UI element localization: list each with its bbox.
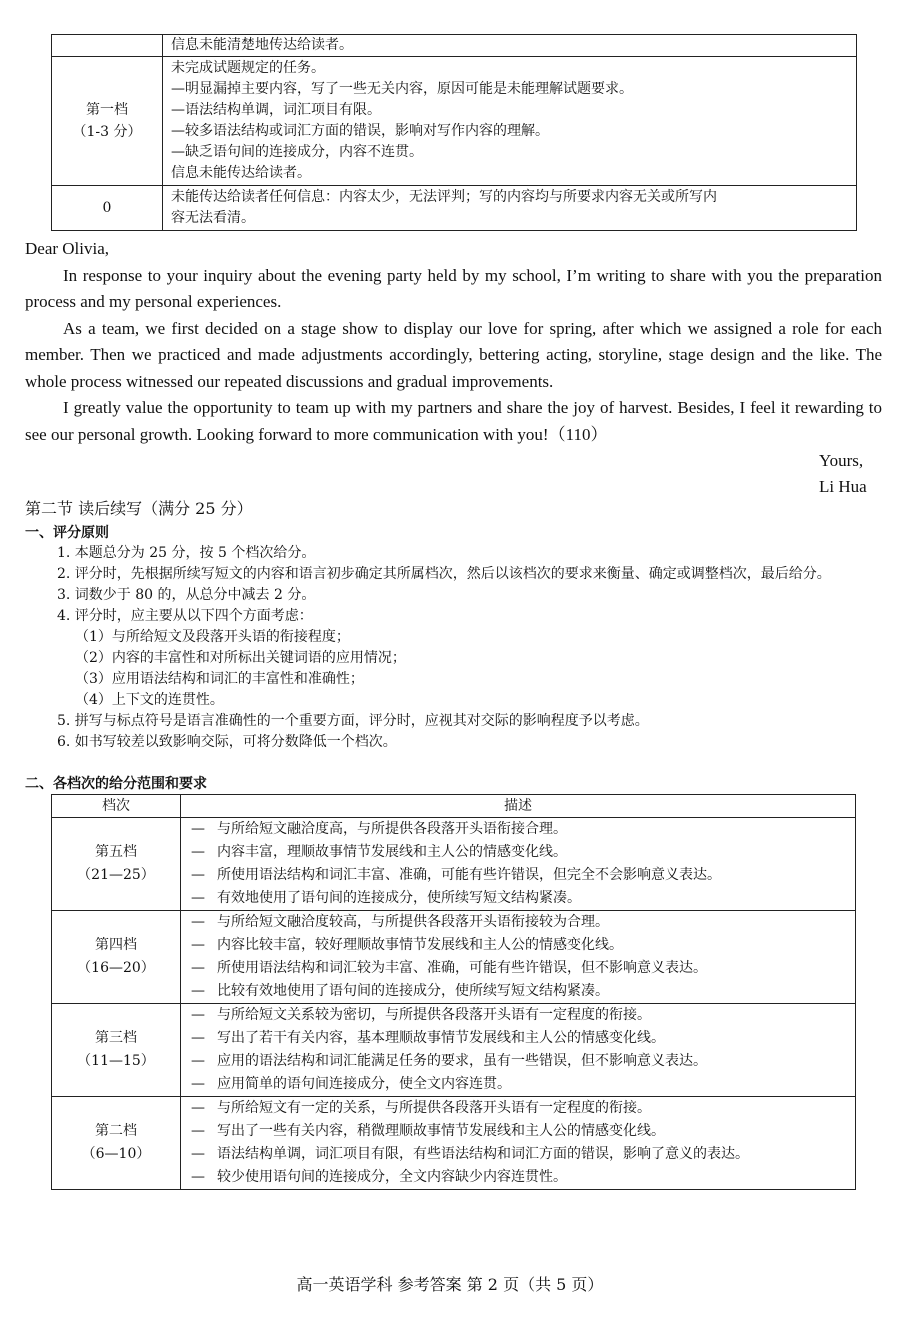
dash-mark: — bbox=[191, 1030, 205, 1046]
grade-range: （16—20） bbox=[77, 960, 155, 976]
description-line bbox=[191, 1073, 845, 1096]
grade-name: 第二档 bbox=[95, 1123, 137, 1139]
description-cell bbox=[181, 818, 856, 911]
letter-salutation: Dear Olivia, bbox=[25, 239, 110, 258]
sample-letter bbox=[25, 236, 882, 448]
dash-mark: — bbox=[191, 1053, 205, 1069]
table-row bbox=[52, 911, 856, 1004]
sub-rule-item: （3）应用语法结构和词汇的丰富性和准确性； bbox=[75, 671, 364, 687]
letter-paragraph: I greatly value the opportunity to team up with my partners and share the joy of harvest. Besides, I feel it rewarding to see our personal growth. Looking forward to more communication with you!（110） bbox=[25, 398, 882, 444]
description-line bbox=[191, 1166, 845, 1189]
description-line bbox=[191, 1004, 845, 1027]
description-line: —缺乏语句间的连接成分，内容不连贯。 bbox=[171, 144, 423, 160]
grade-name: 第三档 bbox=[95, 1030, 137, 1046]
grade-cell bbox=[52, 1004, 181, 1097]
line-text: 与所给短文融洽度较高，与所提供各段落开头语衔接较为合理。 bbox=[217, 914, 609, 930]
sub-rule-item: （1）与所给短文及段落开头语的衔接程度； bbox=[75, 629, 350, 645]
grade-cell bbox=[52, 35, 163, 57]
description-line: 信息未能清楚地传达给读者。 bbox=[171, 37, 353, 53]
grade-cell bbox=[52, 911, 181, 1004]
grade-name: 0 bbox=[102, 200, 112, 216]
line-text: 写出了一些有关内容，稍微理顺故事情节发展线和主人公的情感变化线。 bbox=[217, 1123, 665, 1139]
description-line bbox=[191, 887, 845, 910]
rubric-table-continuation bbox=[51, 794, 856, 1190]
sub-rule-item: （4）上下文的连贯性。 bbox=[75, 692, 224, 708]
table-row bbox=[52, 35, 857, 57]
rule-item: 6. 如书写较差以致影响交际，可将分数降低一个档次。 bbox=[57, 734, 397, 750]
sub-rule-item: （2）内容的丰富性和对所标出关键词语的应用情况； bbox=[75, 650, 406, 666]
dash-mark: — bbox=[191, 1007, 205, 1023]
description-line: —明显漏掉主要内容，写了一些无关内容，原因可能是未能理解试题要求。 bbox=[171, 81, 633, 97]
table-row bbox=[52, 57, 857, 186]
line-text: 与所给短文融洽度高，与所提供各段落开头语衔接合理。 bbox=[217, 821, 567, 837]
table-row bbox=[52, 818, 856, 911]
part1-heading: 一、评分原则 bbox=[25, 525, 109, 541]
description-cell bbox=[181, 1097, 856, 1190]
description-line bbox=[191, 934, 845, 957]
letter-closing: Yours, bbox=[819, 451, 864, 470]
line-text: 所使用语法结构和词汇较为丰富、准确，可能有些许错误，但不影响意义表达。 bbox=[217, 960, 707, 976]
description-line bbox=[191, 1050, 845, 1073]
table-header-row bbox=[52, 795, 856, 818]
grade-name: 第五档 bbox=[95, 844, 137, 860]
grade-cell bbox=[52, 1097, 181, 1190]
line-text: 有效地使用了语句间的连接成分，使所续写短文结构紧凑。 bbox=[217, 890, 581, 906]
line-text: 内容丰富，理顺故事情节发展线和主人公的情感变化线。 bbox=[217, 844, 567, 860]
grade-range: （6—10） bbox=[81, 1146, 151, 1162]
line-text: 与所给短文关系较为密切，与所提供各段落开头语有一定程度的衔接。 bbox=[217, 1007, 651, 1023]
part2-heading: 二、各档次的给分范围和要求 bbox=[25, 776, 207, 792]
scoring-rules bbox=[25, 543, 885, 753]
rule-item: 2. 评分时，先根据所续写短文的内容和语言初步确定其所属档次，然后以该档次的要求来衡量、确定或调整档次，最后给分。 bbox=[57, 566, 831, 582]
line-text: 较少使用语句间的连接成分，全文内容缺少内容连贯性。 bbox=[217, 1169, 567, 1185]
dash-mark: — bbox=[191, 1123, 205, 1139]
letter-paragraph: As a team, we first decided on a stage show to display our love for spring, after which we assigned a role for each member. Then we practiced and made adjustments accordingly, bettering acting, storyline, stage design and the like. The whole process witnessed our repeated discussions and gradual improvements. bbox=[25, 318, 882, 391]
dash-mark: — bbox=[191, 1146, 205, 1162]
line-text: 内容比较丰富，较好理顺故事情节发展线和主人公的情感变化线。 bbox=[217, 937, 623, 953]
dash-mark: — bbox=[191, 890, 205, 906]
description-line: 未能传达给读者任何信息：内容太少，无法评判；写的内容均与所要求内容无关或所写内 bbox=[171, 189, 717, 205]
description-line bbox=[191, 980, 845, 1003]
description-line bbox=[191, 864, 845, 887]
description-cell bbox=[163, 35, 857, 57]
description-cell bbox=[163, 186, 857, 231]
description-line bbox=[191, 1143, 845, 1166]
line-text: 比较有效地使用了语句间的连接成分，使所续写短文结构紧凑。 bbox=[217, 983, 609, 999]
dash-mark: — bbox=[191, 867, 205, 883]
header-grade: 档次 bbox=[52, 795, 181, 818]
description-line bbox=[191, 1120, 845, 1143]
dash-mark: — bbox=[191, 983, 205, 999]
line-text: 应用的语法结构和词汇能满足任务的要求，虽有一些错误，但不影响意义表达。 bbox=[217, 1053, 707, 1069]
header-description: 描述 bbox=[181, 795, 856, 818]
dash-mark: — bbox=[191, 1169, 205, 1185]
description-line bbox=[191, 957, 845, 980]
grade-name: 第一档 bbox=[86, 102, 128, 118]
dash-mark: — bbox=[191, 1076, 205, 1092]
rule-item: 5. 拼写与标点符号是语言准确性的一个重要方面，评分时，应视其对交际的影响程度予以考虑。 bbox=[57, 713, 649, 729]
rule-item: 1. 本题总分为 25 分，按 5 个档次给分。 bbox=[57, 545, 316, 561]
description-line: —较多语法结构或词汇方面的错误，影响对写作内容的理解。 bbox=[171, 123, 549, 139]
line-text: 所使用语法结构和词汇丰富、准确，可能有些许错误，但完全不会影响意义表达。 bbox=[217, 867, 721, 883]
grade-range: （1-3 分） bbox=[72, 124, 142, 140]
letter-signature: Li Hua bbox=[819, 477, 867, 496]
dash-mark: — bbox=[191, 914, 205, 930]
table-row bbox=[52, 1097, 856, 1190]
description-line bbox=[191, 1097, 845, 1120]
line-text: 与所给短文有一定的关系，与所提供各段落开头语有一定程度的衔接。 bbox=[217, 1100, 651, 1116]
grade-cell bbox=[52, 57, 163, 186]
description-cell bbox=[181, 911, 856, 1004]
dash-mark: — bbox=[191, 821, 205, 837]
grade-range: （11—15） bbox=[77, 1053, 155, 1069]
description-line: —语法结构单调，词汇项目有限。 bbox=[171, 102, 381, 118]
description-cell bbox=[181, 1004, 856, 1097]
dash-mark: — bbox=[191, 960, 205, 976]
grade-name: 第四档 bbox=[95, 937, 137, 953]
grade-cell bbox=[52, 818, 181, 911]
description-line: 信息未能传达给读者。 bbox=[171, 165, 311, 181]
line-text: 写出了若干有关内容，基本理顺故事情节发展线和主人公的情感变化线。 bbox=[217, 1030, 665, 1046]
table-row bbox=[52, 186, 857, 231]
description-line: 容无法看清。 bbox=[171, 210, 255, 226]
line-text: 应用简单的语句间连接成分，使全文内容连贯。 bbox=[217, 1076, 511, 1092]
rubric-table-writing bbox=[51, 34, 857, 231]
description-line bbox=[191, 911, 845, 934]
description-line: 未完成试题规定的任务。 bbox=[171, 60, 325, 76]
description-line bbox=[191, 841, 845, 864]
line-text: 语法结构单调，词汇项目有限，有些语法结构和词汇方面的错误，影响了意义的表达。 bbox=[217, 1146, 749, 1162]
dash-mark: — bbox=[191, 937, 205, 953]
description-line bbox=[191, 818, 845, 841]
section-title: 第二节 读后续写（满分 25 分） bbox=[25, 499, 253, 518]
description-cell bbox=[163, 57, 857, 186]
page-footer: 高一英语学科 参考答案 第 2 页（共 5 页） bbox=[296, 1275, 604, 1294]
rule-item: 4. 评分时，应主要从以下四个方面考虑： bbox=[57, 608, 313, 624]
letter-paragraph: In response to your inquiry about the evening party held by my school, I’m writing to share with you the preparation process and my personal experiences. bbox=[25, 265, 882, 311]
description-line bbox=[191, 1027, 845, 1050]
grade-cell bbox=[52, 186, 163, 231]
rule-item: 3. 词数少于 80 的，从总分中减去 2 分。 bbox=[57, 587, 316, 603]
table-row bbox=[52, 1004, 856, 1097]
dash-mark: — bbox=[191, 1100, 205, 1116]
dash-mark: — bbox=[191, 844, 205, 860]
grade-range: （21—25） bbox=[77, 867, 155, 883]
